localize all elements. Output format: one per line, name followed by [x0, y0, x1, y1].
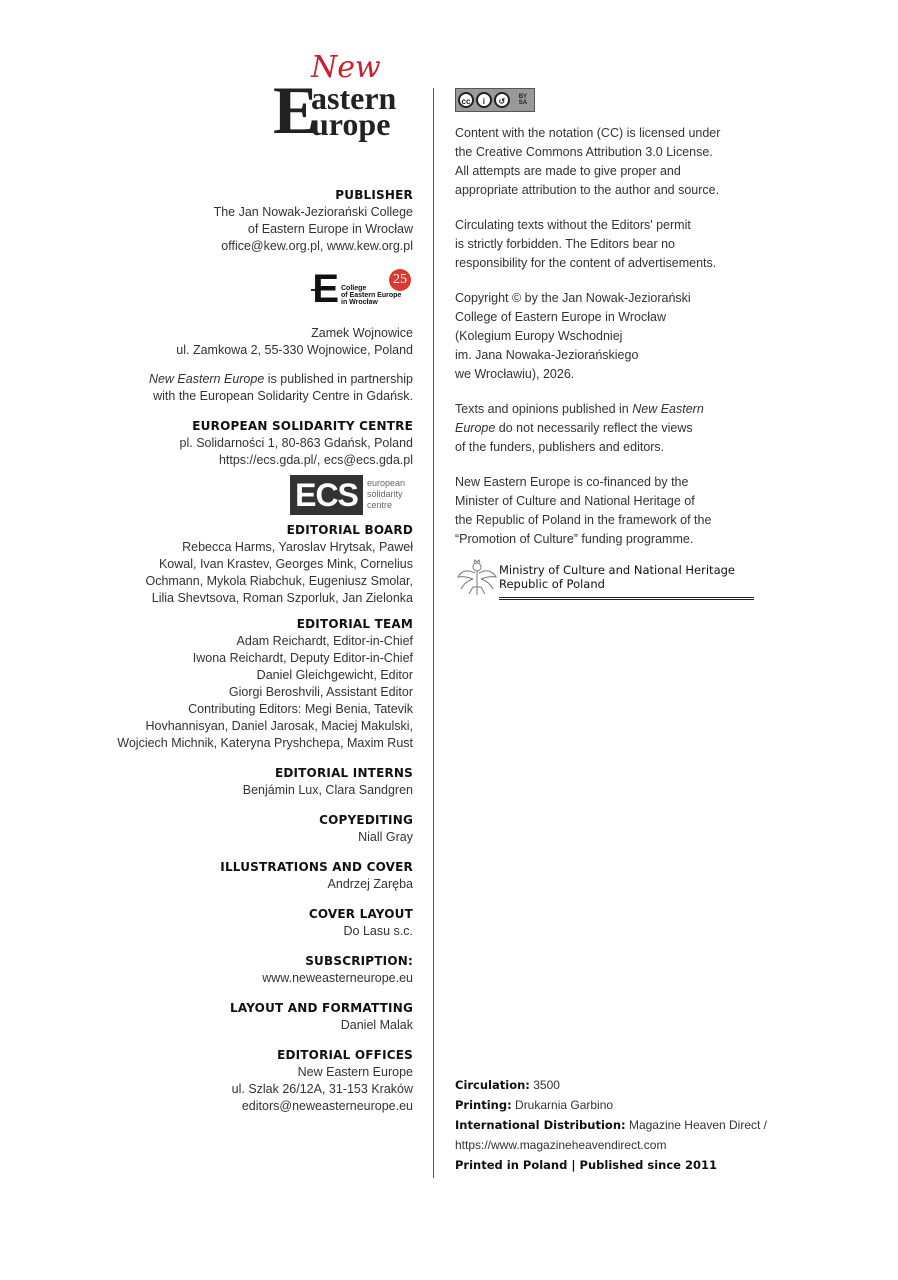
kew-anniversary-badge: 25: [389, 269, 411, 291]
offices-section: [60, 1046, 413, 1115]
partnership-title: New Eastern Europe: [148, 372, 265, 386]
illustrations-section: [60, 858, 413, 893]
team-line: Iwona Reichardt, Deputy Editor-in-Chief: [192, 651, 413, 665]
publication-info: [455, 1075, 795, 1175]
ecs-logo-text: european solidarity centre: [367, 478, 406, 510]
copyediting-section: [60, 811, 413, 846]
masthead-right-column: [455, 88, 775, 600]
circulating-text: Circulating texts without the Editors' permit is strictly forbidden. The Editors bear no responsibility for the content of advertisements.: [455, 218, 717, 270]
illustrations-line: Andrzej Zaręba: [327, 877, 413, 891]
offices-heading: EDITORIAL OFFICES: [277, 1048, 413, 1062]
team-section: [60, 615, 413, 752]
printing-line: Printing: Drukarnia Garbino: [455, 1098, 614, 1112]
interns-heading: EDITORIAL INTERNS: [274, 766, 413, 780]
cc-by-sa-badge: [455, 88, 535, 112]
kew-logo-text: College of Eastern Europe in Wrocław: [341, 285, 402, 306]
board-line: Lilia Shevtsova, Roman Szporluk, Jan Zielonka: [151, 591, 413, 605]
offices-email[interactable]: editors@neweasterneurope.eu: [241, 1099, 413, 1113]
circulation-line: Circulation: 3500: [455, 1078, 560, 1092]
team-line: Giorgi Beroshvili, Assistant Editor: [228, 685, 413, 699]
layout-heading: LAYOUT AND FORMATTING: [230, 1001, 413, 1015]
board-line: Ochmann, Mykola Riabchuk, Eugeniusz Smolar,: [145, 574, 413, 588]
publisher-line: The Jan Nowak-Jeziorański College: [213, 205, 413, 219]
team-line: Hovhannisyan, Daniel Jarosak, Maciej Makulski,: [145, 719, 413, 733]
distribution-line: International Distribution: Magazine Heaven Direct /: [455, 1118, 768, 1132]
offices-line: New Eastern Europe: [297, 1065, 413, 1079]
publisher-heading: PUBLISHER: [335, 188, 413, 202]
license-text: Content with the notation (CC) is licensed under the Creative Commons Attribution 3.0 License. All attempts are made to give proper and appropriate attribution to the author and source.: [455, 126, 721, 197]
printed-line: Printed in Poland | Published since 2011: [455, 1158, 717, 1172]
ministry-logo: [455, 557, 775, 597]
kew-logo: [60, 269, 413, 309]
ecs-logo: [60, 475, 413, 515]
cover-layout-heading: COVER LAYOUT: [308, 907, 413, 921]
layout-line: Daniel Malak: [340, 1018, 413, 1032]
ministry-rule: [499, 597, 754, 600]
logo-e: E: [273, 72, 319, 148]
nee-logo: [273, 50, 413, 148]
copyediting-line: Niall Gray: [358, 830, 413, 844]
subscription-link[interactable]: www.neweasterneurope.eu: [262, 971, 413, 985]
board-heading: EDITORIAL BOARD: [286, 523, 413, 537]
esc-address: pl. Solidarności 1, 80-863 Gdańsk, Poland: [179, 436, 413, 450]
cc-icon: cc: [458, 92, 474, 108]
interns-section: [60, 764, 413, 799]
masthead-left-column: [60, 50, 413, 1115]
sa-icon: ↺: [494, 92, 510, 108]
ministry-name: Ministry of Culture and National Heritage Republic of Poland: [499, 563, 735, 591]
copyediting-heading: COPYEDITING: [319, 813, 413, 827]
team-line: Adam Reichardt, Editor-in-Chief: [236, 634, 413, 648]
copyright-text: Copyright © by the Jan Nowak-Jeziorański College of Eastern Europe in Wrocław (Kolegium Europy Wschodniej im. Jana Nowaka-Jeziorańskiego we Wrocławiu), 2026.: [455, 291, 691, 381]
offices-line: ul. Szlak 26/12A, 31-153 Kraków: [231, 1082, 413, 1096]
address-line: ul. Zamkowa 2, 55-330 Wojnowice, Poland: [176, 343, 413, 357]
polish-eagle-icon: [455, 557, 499, 597]
cover-layout-line: Do Lasu s.c.: [343, 924, 413, 938]
team-line: Contributing Editors: Megi Benia, Tatevik: [188, 702, 413, 716]
board-line: Kowal, Ivan Krastev, Georges Mink, Cornelius: [158, 557, 413, 571]
ecs-mark: ECS: [290, 475, 363, 515]
cover-layout-section: [60, 905, 413, 940]
partnership-text: is published in partnership: [264, 372, 413, 386]
esc-heading: EUROPEAN SOLIDARITY CENTRE: [192, 419, 413, 433]
address-section: [60, 325, 413, 359]
column-divider: [433, 88, 434, 1178]
by-icon: i: [476, 92, 492, 108]
interns-line: Benjámin Lux, Clara Sandgren: [242, 783, 413, 797]
partnership-text: with the European Solidarity Centre in Gdańsk.: [153, 389, 413, 403]
logo-astern: astern: [311, 80, 397, 116]
subscription-heading: SUBSCRIPTION:: [305, 954, 413, 968]
team-line: Wojciech Michnik, Kateryna Pryshchepa, Maxim Rust: [117, 736, 413, 750]
publisher-section: [60, 186, 413, 255]
cc-badge-label: BY SA: [518, 94, 528, 106]
esc-contact[interactable]: https://ecs.gda.pl/, ecs@ecs.gda.pl: [218, 453, 413, 467]
logo-new: New: [311, 50, 381, 85]
board-section: [60, 521, 413, 607]
distribution-url[interactable]: https://www.magazineheavendirect.com: [455, 1138, 667, 1152]
board-line: Rebecca Harms, Yaroslav Hrytsak, Paweł: [182, 540, 413, 554]
cofinanced-text: New Eastern Europe is co-financed by the Minister of Culture and National Heritage of the Republic of Poland in the framework of the “Promotion of Culture” funding programme.: [455, 475, 712, 546]
address-line: Zamek Wojnowice: [311, 326, 413, 340]
team-heading: EDITORIAL TEAM: [296, 617, 413, 631]
esc-section: [60, 417, 413, 469]
kew-logo-e: E: [312, 267, 339, 311]
illustrations-heading: ILLUSTRATIONS AND COVER: [220, 860, 413, 874]
subscription-section: [60, 952, 413, 987]
team-line: Daniel Gleichgewicht, Editor: [256, 668, 413, 682]
publisher-line: of Eastern Europe in Wrocław: [247, 222, 413, 236]
logo-urope: urope: [311, 106, 391, 142]
partnership-section: [60, 371, 413, 405]
opinions-text: Texts and opinions published in New Eastern Europe do not necessarily reflect the views of the funders, publishers and editors.: [455, 402, 704, 454]
publisher-contact[interactable]: office@kew.org.pl, www.kew.org.pl: [221, 239, 413, 253]
layout-section: [60, 999, 413, 1034]
